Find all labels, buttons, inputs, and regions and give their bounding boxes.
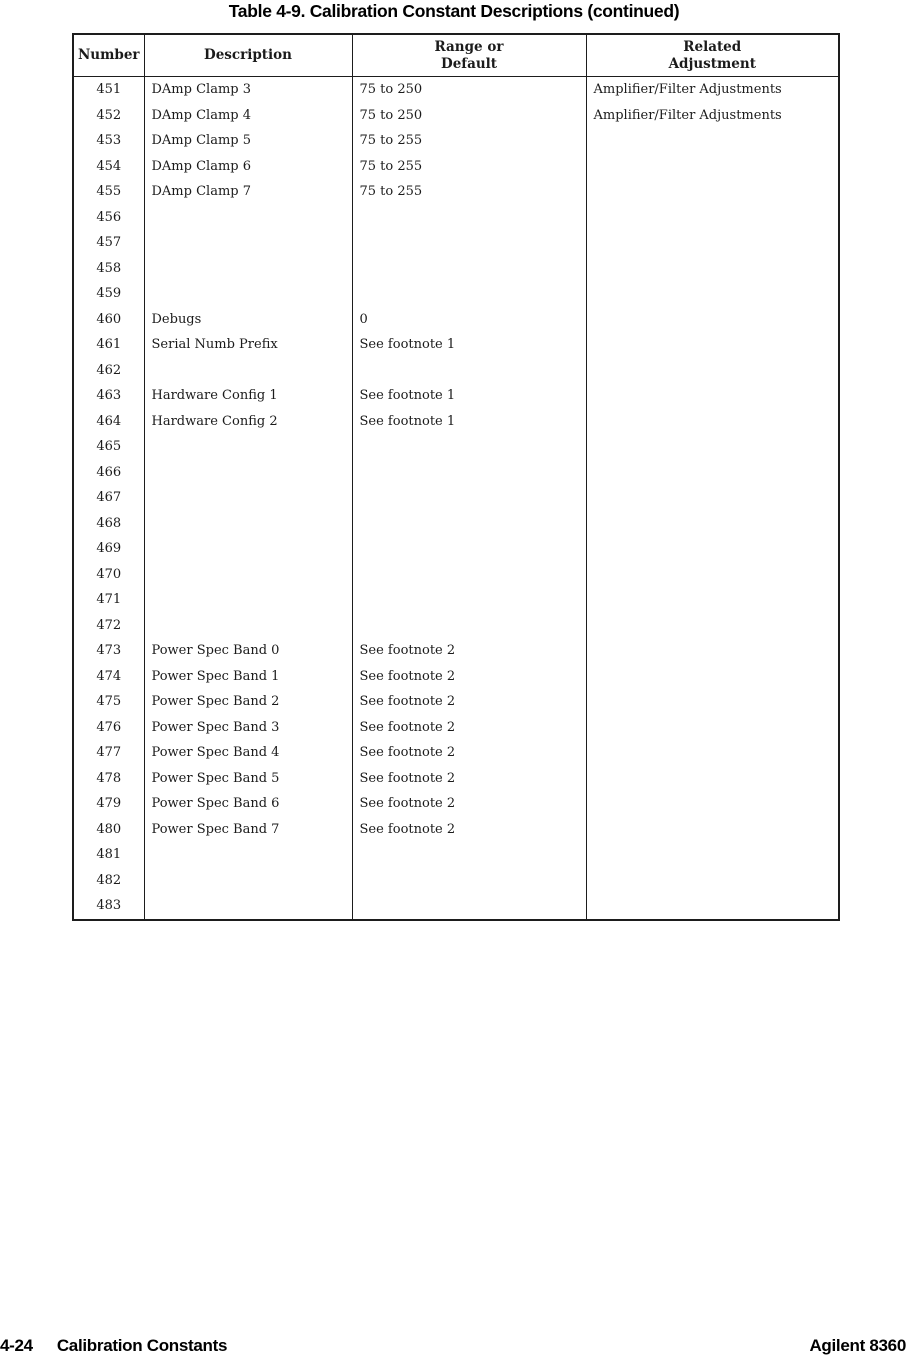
cell-range: 75 to 255: [352, 179, 586, 205]
table-row: [73, 383, 839, 409]
cell-number: 470: [73, 562, 144, 588]
cell-description: [144, 358, 352, 384]
cell-number: 465: [73, 434, 144, 460]
cell-related: [586, 562, 839, 588]
footer-model-name: Agilent 8360: [809, 1336, 906, 1355]
cell-range: [352, 868, 586, 894]
col-header-related: [586, 34, 839, 77]
cell-related: [586, 842, 839, 868]
cell-related: Amplifier/Filter Adjustments: [593, 107, 782, 123]
cell-related: [586, 587, 839, 613]
cell-range: [352, 842, 586, 868]
cell-range: 75 to 250: [352, 77, 586, 103]
table-row: [73, 409, 839, 435]
cell-number: 479: [73, 791, 144, 817]
cell-number: 481: [73, 842, 144, 868]
cell-number: 459: [73, 281, 144, 307]
cell-range: [352, 613, 586, 639]
table-row: [73, 358, 839, 384]
cell-range: [352, 205, 586, 231]
cell-number: 480: [73, 817, 144, 843]
footer-section-title: Calibration Constants: [56, 1336, 228, 1355]
cell-range: [352, 460, 586, 486]
calibration-constants-table: [72, 33, 840, 921]
cell-description: [144, 587, 352, 613]
table-row: [73, 791, 839, 817]
cell-related: Amplifier/Filter Adjustments: [593, 82, 782, 98]
cell-number: 473: [73, 638, 144, 664]
table-body: [73, 77, 839, 920]
cell-range: [352, 893, 586, 920]
cell-number: 477: [73, 740, 144, 766]
cell-related: [586, 664, 839, 690]
cell-number: 474: [73, 664, 144, 690]
cell-description: Power Spec Band 3: [144, 715, 352, 741]
cell-number: 472: [73, 613, 144, 639]
cell-related: [586, 893, 839, 920]
cell-description: Hardware Config 2: [144, 409, 352, 435]
cell-number: 464: [73, 409, 144, 435]
cell-related: [586, 791, 839, 817]
cell-number: 468: [73, 511, 144, 537]
table-row: [73, 128, 839, 154]
cell-description: Power Spec Band 1: [144, 664, 352, 690]
cell-range: See footnote 1: [352, 383, 586, 409]
cell-description: [144, 511, 352, 537]
cell-description: [144, 868, 352, 894]
cell-description: [144, 281, 352, 307]
table-row: [73, 307, 839, 333]
cell-related: [586, 154, 839, 180]
table-row: [73, 460, 839, 486]
cell-description: [144, 562, 352, 588]
table-row: [73, 154, 839, 180]
cell-description: Power Spec Band 6: [144, 791, 352, 817]
cell-related: [586, 205, 839, 231]
cell-number: 475: [73, 689, 144, 715]
cell-number: 460: [73, 307, 144, 333]
table-row: [73, 103, 839, 129]
cell-description: DAmp Clamp 7: [144, 179, 352, 205]
cell-related: [586, 460, 839, 486]
cell-number: 471: [73, 587, 144, 613]
cell-description: [144, 485, 352, 511]
table-row: [73, 434, 839, 460]
cell-range: See footnote 2: [352, 638, 586, 664]
table-row: [73, 230, 839, 256]
cell-number: 469: [73, 536, 144, 562]
cell-range: See footnote 2: [352, 817, 586, 843]
table-row: [73, 868, 839, 894]
cell-related: [586, 740, 839, 766]
cell-related: [586, 128, 839, 154]
cell-range: [352, 434, 586, 460]
cell-related: [586, 689, 839, 715]
cell-number: 478: [73, 766, 144, 792]
table-row: [73, 893, 839, 920]
table-row: [73, 613, 839, 639]
page-footer: [0, 1336, 908, 1360]
cell-number: 453: [73, 128, 144, 154]
cell-related: [586, 307, 839, 333]
table-row: [73, 562, 839, 588]
cell-related: [586, 766, 839, 792]
cell-number: 466: [73, 460, 144, 486]
cell-related: [586, 256, 839, 282]
cell-range: See footnote 1: [352, 409, 586, 435]
col-header-related-line1: Related: [683, 38, 742, 55]
cell-range: [352, 358, 586, 384]
cell-related: [586, 409, 839, 435]
cell-number: 452: [73, 103, 144, 129]
cell-description: Hardware Config 1: [144, 383, 352, 409]
cell-description: [144, 434, 352, 460]
table-row: [73, 536, 839, 562]
cell-related: [586, 638, 839, 664]
col-header-range: [352, 34, 586, 77]
cell-number: 476: [73, 715, 144, 741]
cell-description: Power Spec Band 2: [144, 689, 352, 715]
cell-related: [586, 358, 839, 384]
cell-description: [144, 613, 352, 639]
header-row: [73, 34, 839, 77]
cell-number: 456: [73, 205, 144, 231]
cell-description: DAmp Clamp 3: [144, 77, 352, 103]
cell-range: See footnote 1: [352, 332, 586, 358]
cell-number: 458: [73, 256, 144, 282]
table-row: [73, 842, 839, 868]
col-header-number: Number: [73, 34, 144, 77]
cell-description: [144, 536, 352, 562]
cell-range: See footnote 2: [352, 740, 586, 766]
cell-number: 463: [73, 383, 144, 409]
cell-range: 0: [352, 307, 586, 333]
table-row: [73, 179, 839, 205]
col-header-description: Description: [144, 34, 352, 77]
table-row: [73, 511, 839, 537]
cell-range: [352, 587, 586, 613]
cell-number: 455: [73, 179, 144, 205]
table-row: [73, 485, 839, 511]
cell-range: See footnote 2: [352, 766, 586, 792]
table-row: [73, 664, 839, 690]
table-row: [73, 715, 839, 741]
cell-description: DAmp Clamp 4: [144, 103, 352, 129]
cell-related: [586, 383, 839, 409]
cell-description: [144, 230, 352, 256]
cell-description: Power Spec Band 4: [144, 740, 352, 766]
cell-related: [586, 715, 839, 741]
cell-description: Power Spec Band 0: [144, 638, 352, 664]
cell-range: [352, 230, 586, 256]
table-row: [73, 689, 839, 715]
footer-page-number: 4-24: [0, 1336, 33, 1355]
col-header-related-line2: Adjustment: [668, 55, 756, 72]
cell-description: Power Spec Band 7: [144, 817, 352, 843]
cell-related: [586, 332, 839, 358]
cell-related: [586, 434, 839, 460]
cell-number: 467: [73, 485, 144, 511]
cell-description: [144, 842, 352, 868]
cell-related: [586, 536, 839, 562]
cell-number: 457: [73, 230, 144, 256]
cell-related: [586, 281, 839, 307]
cell-range: [352, 485, 586, 511]
cell-number: 451: [73, 77, 144, 103]
cell-related: [586, 230, 839, 256]
cell-description: [144, 893, 352, 920]
cell-related: [586, 817, 839, 843]
col-header-range-line1: Range or: [434, 38, 504, 55]
cell-range: 75 to 255: [352, 128, 586, 154]
cell-description: [144, 256, 352, 282]
cell-range: [352, 256, 586, 282]
cell-range: 75 to 255: [352, 154, 586, 180]
table-row: [73, 817, 839, 843]
cell-related: [586, 511, 839, 537]
cell-range: [352, 536, 586, 562]
cell-number: 462: [73, 358, 144, 384]
table-row: [73, 332, 839, 358]
cell-description: Debugs: [144, 307, 352, 333]
table-row: [73, 638, 839, 664]
cell-description: DAmp Clamp 5: [144, 128, 352, 154]
cell-range: See footnote 2: [352, 791, 586, 817]
cell-range: 75 to 250: [352, 103, 586, 129]
cell-description: [144, 460, 352, 486]
table-title: Table 4-9. Calibration Constant Descriptions (continued): [228, 1, 680, 21]
cell-related: [586, 613, 839, 639]
table-row: [73, 587, 839, 613]
table-row: [73, 256, 839, 282]
cell-range: [352, 281, 586, 307]
table-row: [73, 77, 839, 103]
cell-range: See footnote 2: [352, 664, 586, 690]
table-row: [73, 766, 839, 792]
cell-description: DAmp Clamp 6: [144, 154, 352, 180]
table-row: [73, 205, 839, 231]
cell-number: 461: [73, 332, 144, 358]
cell-range: See footnote 2: [352, 689, 586, 715]
cell-description: [144, 205, 352, 231]
cell-related: [586, 485, 839, 511]
cell-number: 483: [73, 893, 144, 920]
cell-number: 454: [73, 154, 144, 180]
cell-description: Power Spec Band 5: [144, 766, 352, 792]
cell-description: Serial Numb Prefix: [144, 332, 352, 358]
cell-range: See footnote 2: [352, 715, 586, 741]
cell-related: [586, 868, 839, 894]
cell-range: [352, 562, 586, 588]
cell-range: [352, 511, 586, 537]
table-row: [73, 740, 839, 766]
table-row: [73, 281, 839, 307]
cell-related: [586, 179, 839, 205]
footer-left: [0, 1336, 227, 1356]
col-header-range-line2: Default: [440, 55, 498, 72]
cell-number: 482: [73, 868, 144, 894]
